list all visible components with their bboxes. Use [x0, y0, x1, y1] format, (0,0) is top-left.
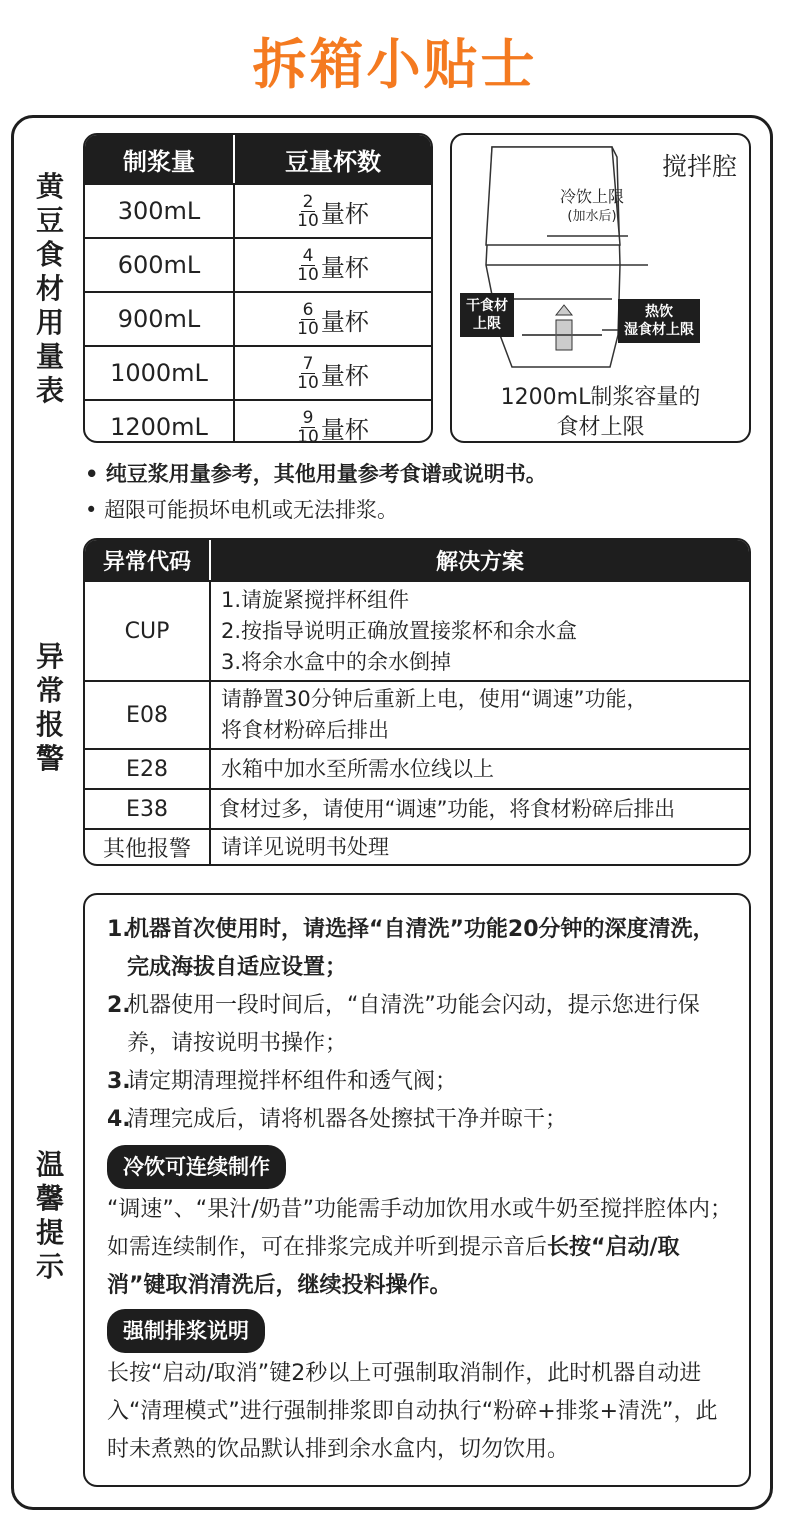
tip-text: 清理完成后，请将机器各处擦拭干净并晾干； — [127, 1107, 568, 1132]
volume-cell: 300mL — [85, 185, 235, 237]
tip-number: 4. — [107, 1107, 131, 1132]
hot-limit-label — [618, 299, 700, 343]
side-char: 报 — [35, 708, 64, 741]
table-row — [85, 680, 749, 748]
side-char: 表 — [35, 374, 64, 407]
side-char: 温 — [35, 1148, 64, 1181]
table-row — [85, 788, 749, 828]
tip-item — [107, 1101, 732, 1139]
table-row — [85, 828, 749, 864]
cold-text: “调速”、“果汁/奶昔”功能需手动加饮用水或牛奶至搅拌腔体内；如需连续制作，可在排浆完成并听到提示音后 — [107, 1197, 733, 1260]
cups-cell — [235, 401, 431, 443]
solution-cell — [211, 582, 749, 680]
volume-cell: 600mL — [85, 239, 235, 291]
cups-cell — [235, 293, 431, 345]
cup-unit: 量杯 — [320, 253, 369, 282]
side-label-error — [30, 640, 70, 776]
solution-line: 请详见说明书处理 — [221, 834, 389, 859]
cold-limit-sub: (加水后) — [567, 209, 617, 224]
solution-line: 2.按指导说明正确放置接浆杯和余水盒 — [221, 618, 578, 643]
chamber-diagram — [450, 133, 751, 443]
table-header — [85, 540, 749, 580]
cold-paragraph — [107, 1191, 735, 1305]
header-cups: 豆量杯数 — [285, 147, 381, 176]
table-header — [85, 135, 431, 183]
solution-line: 3.将余水盒中的余水倒掉 — [221, 649, 452, 674]
side-char: 提 — [35, 1216, 64, 1249]
cold-limit-label — [544, 187, 640, 227]
side-char: 警 — [35, 742, 64, 775]
side-char: 异 — [35, 640, 64, 673]
solution-cell — [211, 682, 749, 748]
note-item: • 超限可能损坏电机或无法排浆。 — [85, 498, 399, 522]
side-label-bean — [30, 170, 70, 408]
cups-cell — [235, 185, 431, 237]
side-char: 黄 — [35, 170, 64, 203]
solution-line: 请静置30分钟后重新上电，使用“调速”功能， — [221, 687, 648, 711]
side-char: 示 — [35, 1250, 64, 1283]
volume-cell: 1000mL — [85, 347, 235, 399]
side-char: 豆 — [35, 204, 64, 237]
error-code: 其他报警 — [85, 830, 211, 864]
note-text: 超限可能损坏电机或无法排浆。 — [104, 498, 399, 522]
cups-cell — [235, 239, 431, 291]
side-char: 材 — [35, 272, 64, 305]
fraction-numerator: 4 — [302, 245, 314, 266]
side-char: 量 — [35, 340, 64, 373]
fraction-denominator: 10 — [297, 426, 319, 443]
error-code-table — [83, 538, 751, 866]
table-row — [85, 237, 431, 291]
force-title-badge: 强制排浆说明 — [107, 1309, 265, 1353]
cup-unit: 量杯 — [320, 361, 369, 390]
cup-unit: 量杯 — [320, 415, 369, 443]
force-paragraph: 长按“启动/取消”键2秒以上可强制取消制作，此时机器自动进入“清理模式”进行强制排浆即自动执行“粉碎+排浆+清洗”，此时未煮熟的饮品默认排到余水盒内，切勿饮用。 — [107, 1361, 718, 1462]
side-char: 用 — [35, 306, 64, 339]
tip-text: 机器使用一段时间后，“自清洗”功能会闪动，提示您进行保养，请按说明书操作； — [127, 993, 700, 1056]
solution-cell — [211, 750, 749, 788]
dry-limit-label — [460, 293, 514, 337]
header-solution: 解决方案 — [435, 549, 524, 575]
fraction-numerator: 9 — [302, 407, 314, 428]
tips-box — [83, 893, 751, 1487]
cup-unit: 量杯 — [320, 199, 369, 228]
solution-line: 水箱中加水至所需水位线以上 — [221, 756, 494, 781]
solution-line: 将食材粉碎后排出 — [221, 718, 389, 742]
cold-limit-text: 冷饮上限 — [559, 187, 624, 206]
volume-cell: 1200mL — [85, 401, 235, 443]
cold-text-bold: 长按“启动/取消”键取消清洗后，继续投料操作。 — [107, 1235, 680, 1298]
error-code: E28 — [85, 750, 211, 788]
chamber-title: 搅拌腔 — [661, 152, 737, 181]
cold-title-badge: 冷饮可连续制作 — [107, 1145, 286, 1189]
fraction-denominator: 10 — [297, 264, 319, 285]
tip-item — [107, 987, 732, 1063]
solution-line: 1.请旋紧搅拌杯组件 — [221, 587, 410, 612]
side-char: 食 — [35, 238, 64, 271]
fraction-numerator: 2 — [302, 191, 314, 212]
note-text: 纯豆浆用量参考，其他用量参考食谱或说明书。 — [105, 462, 547, 486]
side-char: 馨 — [35, 1182, 64, 1215]
table-row — [85, 399, 431, 443]
force-section — [107, 1309, 732, 1353]
solution-line: 食材过多，请使用“调速”功能，将食材粉碎后排出 — [219, 796, 675, 821]
error-code: E08 — [85, 682, 211, 748]
tip-number: 2. — [107, 993, 131, 1018]
cup-unit: 量杯 — [320, 307, 369, 336]
tip-text: 机器首次使用时，请选择“自清洗”功能20分钟的深度清洗，完成海拔自适应设置； — [127, 917, 715, 980]
side-char: 常 — [35, 674, 64, 707]
tip-number: 3. — [107, 1069, 131, 1094]
table-row — [85, 748, 749, 788]
hot-limit-line: 热饮 — [645, 304, 673, 320]
header-code: 异常代码 — [85, 540, 211, 580]
caption-line: 1200mL制浆容量的 — [500, 385, 701, 410]
tip-item — [107, 911, 732, 987]
fraction-denominator: 10 — [297, 318, 319, 339]
solution-cell — [211, 830, 749, 864]
bean-amount-table — [83, 133, 433, 443]
volume-cell: 900mL — [85, 293, 235, 345]
tip-item — [107, 1063, 732, 1101]
solution-cell — [211, 790, 749, 828]
table-row — [85, 580, 749, 680]
table-row — [85, 291, 431, 345]
fraction-denominator: 10 — [297, 372, 319, 393]
side-label-tips — [30, 1148, 70, 1284]
dry-limit-line: 干食材 — [466, 298, 508, 314]
capacity-caption — [452, 383, 749, 443]
tip-text: 请定期清理搅拌杯组件和透气阀； — [127, 1069, 458, 1094]
table-row — [85, 345, 431, 399]
tips-list — [107, 911, 732, 1469]
tip-number: 1. — [107, 917, 131, 942]
usage-notes — [85, 456, 547, 528]
fraction-numerator: 7 — [302, 353, 314, 374]
caption-line: 食材上限 — [556, 415, 645, 440]
cups-cell — [235, 347, 431, 399]
dry-limit-line: 上限 — [473, 316, 501, 332]
fraction-denominator: 10 — [297, 210, 319, 231]
error-code: E38 — [85, 790, 211, 828]
page-title: 拆箱小贴士 — [252, 33, 538, 96]
header-volume: 制浆量 — [85, 135, 235, 183]
table-row — [85, 183, 431, 237]
note-item: • 纯豆浆用量参考，其他用量参考食谱或说明书。 — [85, 462, 547, 486]
error-code: CUP — [85, 582, 211, 680]
hot-limit-line: 湿食材上限 — [624, 322, 694, 338]
fraction-numerator: 6 — [302, 299, 314, 320]
cold-section — [107, 1145, 732, 1189]
